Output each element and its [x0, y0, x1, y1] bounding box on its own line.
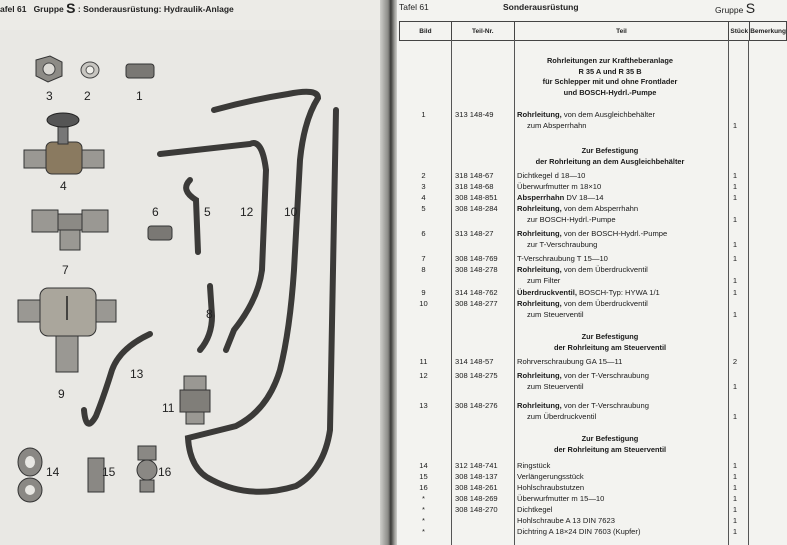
row-teil-text: von der BOSCH-Hydrl.-Pumpe [561, 229, 668, 238]
row-teil-text: von dem Überdruckventil [561, 265, 648, 274]
row-teil [517, 357, 622, 367]
photo-label-2: 2 [84, 89, 91, 103]
photo-label-6: 6 [152, 205, 159, 219]
row-teil-bold: Rohrleitung, [517, 401, 562, 410]
row-bild: * [422, 505, 425, 514]
section-heading-line: und BOSCH-Hydrl.-Pumpe [563, 87, 657, 97]
row-teil-continuation: zum Absperrhahn [527, 121, 587, 130]
row-teil-continuation: zum Filter [527, 276, 561, 285]
right-gruppe: Gruppe S [715, 0, 756, 16]
row-teil-nr: 308 148-261 [455, 483, 498, 492]
row-stueck: 1 [732, 461, 738, 470]
left-page [0, 0, 385, 545]
row-bild: 16 [419, 483, 428, 492]
right-tafel: Tafel 61 [399, 2, 429, 12]
table-row-continuation [397, 382, 787, 392]
left-gruppe-letter: S [66, 0, 76, 16]
row-teil-bold: Absperrhahn [517, 193, 565, 202]
left-page-header [0, 0, 234, 16]
row-teil-text: DV 18—14 [564, 193, 604, 202]
row-teil-text: von der T-Verschraubung [561, 371, 649, 380]
photo-label-10: 10 [284, 205, 298, 219]
left-gruppe: Gruppe [33, 4, 64, 14]
table-row [397, 472, 787, 482]
table-row-continuation [397, 310, 787, 320]
row-bild: 9 [421, 288, 426, 297]
row-teil-continuation: zum Steuerventil [527, 382, 584, 391]
right-page-title: Sonderausrüstung [503, 2, 579, 12]
book-gutter [380, 0, 398, 545]
row-teil-text: Überwurfmutter m 18×10 [517, 182, 602, 191]
row-teil [517, 527, 640, 537]
row-teil-bold: Überdruckventil, [517, 288, 577, 297]
row-teil-text: Hohlschraubstutzen [517, 483, 585, 492]
part-short-pipe-image [126, 64, 154, 78]
row-teil-nr: 313 148-27 [455, 229, 494, 238]
row-bild: 10 [419, 299, 428, 308]
row-teil-continuation: zum Steuerventil [527, 310, 584, 319]
table-row [397, 171, 787, 181]
row-bild: 1 [421, 110, 426, 119]
row-teil [517, 254, 608, 264]
row-teil-nr: 308 148-276 [455, 401, 498, 410]
photo-label-5: 5 [204, 205, 211, 219]
row-teil-nr: 308 148-851 [455, 193, 498, 202]
table-row [397, 483, 787, 493]
row-teil-bold: Rohrleitung, [517, 371, 562, 380]
row-bild: 11 [419, 357, 428, 366]
row-teil-text: Dichtkegel d 18—10 [517, 171, 586, 180]
table-row-continuation [397, 215, 787, 225]
row-teil-text: Ringstück [517, 461, 551, 470]
row-stueck: 1 [732, 182, 738, 191]
row-teil [517, 494, 604, 504]
table-row [397, 110, 787, 120]
row-teil-nr: 308 148-270 [455, 505, 498, 514]
row-teil [517, 110, 655, 120]
row-teil [517, 265, 648, 275]
row-teil [517, 182, 601, 192]
row-teil-text: T-Verschraubung T 15—10 [517, 254, 608, 263]
table-row [397, 204, 787, 214]
row-teil-text: Dichtkegel [517, 505, 553, 514]
row-teil-nr: 318 148-67 [455, 171, 494, 180]
col-stueck: Stück [729, 22, 750, 41]
row-teil-continuation: zur BOSCH-Hydrl.-Pumpe [527, 215, 616, 224]
row-stueck: 1 [732, 382, 738, 391]
row-bild: * [422, 494, 425, 503]
section-heading-line: der Rohrleitung am Steuerventil [553, 342, 667, 352]
left-tafel: afel 61 [0, 4, 27, 14]
row-teil-nr: 318 148-68 [455, 182, 494, 191]
col-bild: Bild [400, 22, 452, 41]
photo-label-12: 12 [240, 205, 254, 219]
row-teil-nr: 308 148-278 [455, 265, 498, 274]
row-teil [517, 505, 552, 515]
col-bemerkung: Bemerkung [750, 22, 787, 41]
part-pipe-6-image [148, 226, 172, 240]
section-heading-line: Rohrleitungen zur Kraftheberanlage [546, 56, 674, 65]
row-teil [517, 229, 667, 239]
part-cone-image [81, 62, 99, 78]
row-stueck: 1 [732, 516, 738, 525]
row-teil-text: von dem Ausgleichbehälter [561, 110, 656, 119]
row-teil [517, 288, 660, 298]
row-stueck: 1 [732, 412, 738, 421]
part-nut-image [36, 56, 62, 82]
row-bild: 5 [421, 204, 426, 213]
left-page-title: : Sonderausrüstung: Hydraulik-Anlage [77, 4, 234, 14]
part-hollow-screw-image [137, 446, 157, 492]
table-row [397, 401, 787, 411]
row-stueck: 1 [732, 494, 738, 503]
row-teil [517, 483, 584, 493]
row-teil [517, 299, 648, 309]
row-stueck: 1 [732, 240, 738, 249]
table-row [397, 371, 787, 381]
row-teil-nr: 308 148-137 [455, 472, 498, 481]
section-heading-line: Zur Befestigung [581, 146, 639, 155]
col-teil-nr: Teil-Nr. [451, 22, 514, 41]
row-teil [517, 193, 604, 203]
row-stueck: 1 [732, 121, 738, 130]
section-heading-line: für Schlepper mit und ohne Frontlader [542, 77, 678, 86]
table-row-continuation [397, 240, 787, 250]
photo-label-14: 14 [46, 465, 60, 479]
row-stueck: 1 [732, 288, 738, 297]
row-teil [517, 371, 649, 381]
section-heading-line: Zur Befestigung [581, 332, 639, 341]
row-teil-nr: 308 148-275 [455, 371, 498, 380]
row-teil-nr: 308 148-769 [455, 254, 498, 263]
row-stueck: 1 [732, 254, 738, 263]
row-bild: 14 [419, 461, 428, 470]
row-teil-continuation: zur T-Verschraubung [527, 240, 598, 249]
row-bild: 7 [421, 254, 426, 263]
photo-label-13: 13 [130, 367, 144, 381]
table-row [397, 229, 787, 239]
row-teil [517, 171, 585, 181]
photo-label-15: 15 [102, 465, 116, 479]
table-row [397, 254, 787, 264]
parts-table-header [399, 21, 787, 41]
row-teil-nr: 308 148-284 [455, 204, 498, 213]
table-row-continuation [397, 276, 787, 286]
row-stueck: 2 [732, 357, 738, 366]
row-teil-text: von dem Überdruckventil [561, 299, 648, 308]
row-stueck: 1 [732, 215, 738, 224]
row-teil-bold: Rohrleitung, [517, 265, 562, 274]
table-row [397, 357, 787, 367]
section-heading [497, 146, 723, 167]
right-page [397, 0, 787, 545]
section-heading-line: der Rohrleitung an dem Ausgleichbehälter [535, 156, 685, 166]
table-row [397, 299, 787, 309]
row-bild: 3 [421, 182, 426, 191]
row-teil [517, 204, 638, 214]
table-row [397, 182, 787, 192]
row-bild: * [422, 516, 425, 525]
row-teil-bold: Rohrleitung, [517, 110, 562, 119]
row-teil-text: Hohlschraube A 13 DIN 7623 [517, 516, 615, 525]
photo-label-4: 4 [60, 179, 67, 193]
row-teil-text: Verlängerungsstück [517, 472, 584, 481]
row-teil-nr: 314 148-57 [455, 357, 494, 366]
parts-photo [0, 30, 380, 545]
row-bild: * [422, 527, 425, 536]
row-teil-text: BOSCH-Typ: HYWA 1/1 [576, 288, 660, 297]
row-stueck: 1 [732, 505, 738, 514]
row-bild: 13 [419, 401, 428, 410]
row-stueck: 1 [732, 527, 738, 536]
section-heading-line: der Rohrleitung am Steuerventil [553, 444, 667, 454]
photo-label-1: 1 [136, 89, 143, 103]
section-heading-line: Zur Befestigung [581, 434, 639, 443]
row-stueck: 1 [732, 472, 738, 481]
row-teil-text: von dem Absperrhahn [561, 204, 639, 213]
row-teil-continuation: zum Überdruckventil [527, 412, 597, 421]
table-row-continuation [397, 121, 787, 131]
section-heading-line: R 35 A und R 35 B [578, 66, 642, 76]
table-row [397, 288, 787, 298]
row-teil [517, 516, 615, 526]
row-bild: 12 [419, 371, 428, 380]
col-teil: Teil [514, 22, 728, 41]
photo-label-11: 11 [162, 401, 175, 415]
photo-label-16: 16 [158, 465, 172, 479]
row-stueck: 1 [732, 310, 738, 319]
row-teil-nr: 308 148-269 [455, 494, 498, 503]
table-row [397, 527, 787, 537]
row-bild: 4 [421, 193, 426, 202]
row-teil-bold: Rohrleitung, [517, 299, 562, 308]
section-heading [497, 332, 723, 353]
table-row [397, 505, 787, 515]
row-teil-nr: 313 148-49 [455, 110, 494, 119]
photo-label-9: 9 [58, 387, 65, 401]
row-teil-nr: 314 148-762 [455, 288, 498, 297]
row-teil-nr: 308 148-277 [455, 299, 498, 308]
table-row [397, 461, 787, 471]
table-row [397, 494, 787, 504]
row-stueck: 1 [732, 276, 738, 285]
row-bild: 15 [419, 472, 428, 481]
table-row [397, 193, 787, 203]
row-bild: 6 [421, 229, 426, 238]
right-page-header [397, 0, 787, 14]
row-stueck: 1 [732, 193, 738, 202]
row-teil-text: Dichtring A 18×24 DIN 7603 (Kupfer) [517, 527, 641, 536]
row-teil-text: Rohrverschraubung GA 15—11 [517, 357, 623, 366]
row-teil-bold: Rohrleitung, [517, 229, 562, 238]
table-row-continuation [397, 412, 787, 422]
photo-label-8: 8 [206, 307, 213, 321]
photo-label-7: 7 [62, 263, 69, 277]
row-stueck: 1 [732, 171, 738, 180]
section-heading [497, 434, 723, 455]
row-bild: 8 [421, 265, 426, 274]
row-teil-nr: 312 148-741 [455, 461, 498, 470]
row-stueck: 1 [732, 483, 738, 492]
photo-label-3: 3 [46, 89, 53, 103]
row-teil-text: von der T-Verschraubung [561, 401, 649, 410]
table-row [397, 516, 787, 526]
section-heading [497, 56, 723, 98]
row-teil [517, 461, 550, 471]
table-row [397, 265, 787, 275]
row-teil [517, 472, 584, 482]
row-teil-bold: Rohrleitung, [517, 204, 562, 213]
row-teil [517, 401, 649, 411]
row-teil-text: Überwurfmutter m 15—10 [517, 494, 605, 503]
row-bild: 2 [421, 171, 426, 180]
